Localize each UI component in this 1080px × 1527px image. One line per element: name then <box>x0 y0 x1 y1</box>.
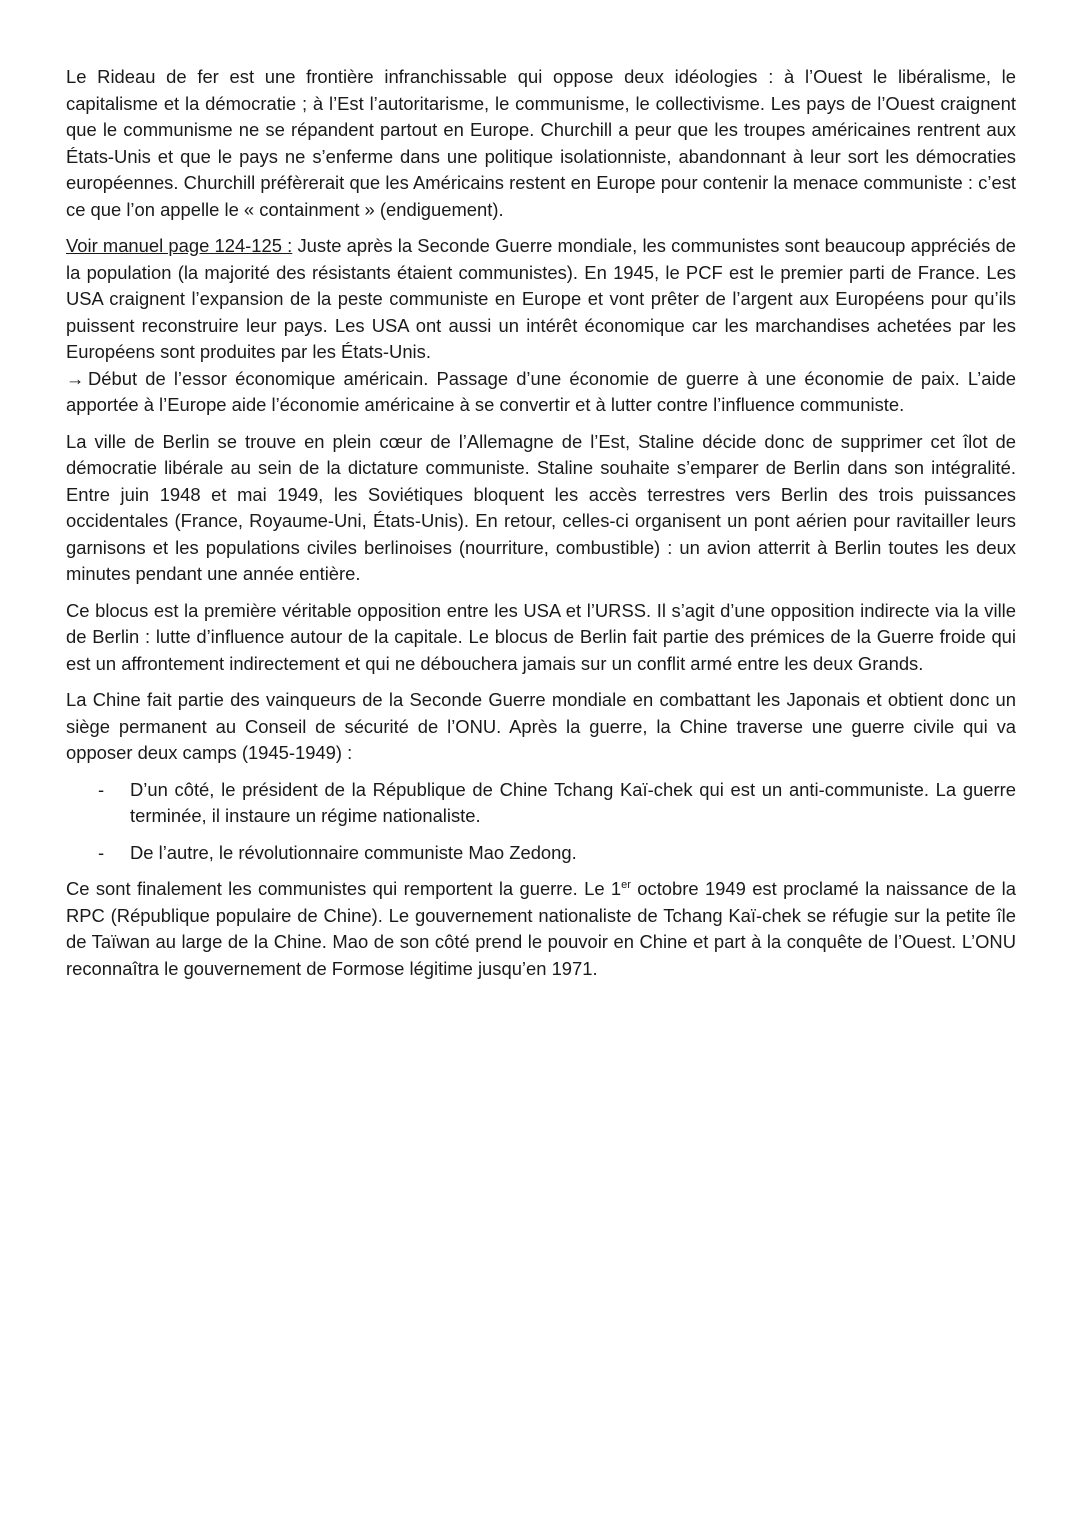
paragraph-iron-curtain: Le Rideau de fer est une frontière infranchissable qui oppose deux idéologies : à l’Ouest le libéralisme, le capitalisme et la démocratie ; à l’Est l’autoritarisme, le communisme, le collectivisme. Les pays de l’Ouest craignent que le communisme ne se répandent partout en Europe. Churchill a peur que les troupes américaines rentrent aux États-Unis et que le pays ne s’enferme dans une politique isolationniste, abandonnant à leur sort les démocraties européennes. Churchill préfèrerait que les Américains restent en Europe pour contenir la menace communiste : c’est ce que l’on appelle le « containment » (endiguement). <box>66 66 1016 220</box>
manual-reference: Voir manuel page 124-125 : <box>66 235 293 256</box>
document-page <box>66 64 1016 992</box>
list-item-text: D’un côté, le président de la République de Chine Tchang Kaï-chek qui est un anti-communiste. La guerre terminée, il instaure un régime nationaliste. <box>130 778 1016 826</box>
paragraph-economic-boom-text: Début de l’essor économique américain. Passage d’une économie de guerre à une économie de paix. L’aide apportée à l’Europe aide l’économie américaine à se convertir et à lutter contre l’influence communiste. <box>66 367 1016 415</box>
paragraph-prc-text-a: Ce sont finalement les communistes qui remportent la guerre. Le 1 <box>66 878 622 899</box>
list-bullet: - <box>98 778 105 800</box>
paragraph-prc <box>66 876 1016 982</box>
list-item-text: De l’autre, le révolutionnaire communiste Mao Zedong. <box>130 841 577 863</box>
paragraph-marshall <box>66 233 1016 366</box>
paragraph-marshall-text: Juste après la Seconde Guerre mondiale, les communistes sont beaucoup appréciés de la population (la majorité des résistants étaient communistes). En 1945, le PCF est le premier parti de France. Les USA craignent l’expansion de la peste communiste en Europe et vont prêter de l’argent aux Européens pour qu’ils puissent reconstruire leur pays. Les USA ont aussi un intérêt économique car les marchandises achetées par les Européens sont produites par les États-Unis. <box>66 235 1016 362</box>
paragraph-blockade-opposition: Ce blocus est la première véritable opposition entre les USA et l’URSS. Il s’agit d’une opposition indirecte via la ville de Berlin : lutte d’influence autour de la capitale. Le blocus de Berlin fait partie des prémices de la Guerre froide qui est un affrontement indirectement et qui ne débouchera jamais sur un conflit armé entre les deux Grands. <box>66 599 1016 674</box>
paragraph-berlin-blockade: La ville de Berlin se trouve en plein cœur de l’Allemagne de l’Est, Staline décide donc de supprimer cet îlot de démocratie libérale au sein de la dictature communiste. Staline souhaite s’emparer de Berlin dans son intégralité. Entre juin 1948 et mai 1949, les Soviétiques bloquent les accès terrestres vers Berlin des trois puissances occidentales (France, Royaume-Uni, États-Unis). En retour, celles-ci organisent un pont aérien pour ravitailler leurs garnisons et les populations civiles berlinoises (nourriture, combustible) : un avion atterrit à Berlin toutes les deux minutes pendant une année entière. <box>66 430 1016 584</box>
ordinal-superscript: er <box>621 878 631 891</box>
right-arrow-icon: → <box>66 367 85 389</box>
list-item <box>66 777 1016 830</box>
paragraph-economic-boom <box>66 366 1016 419</box>
paragraph-prc-text-b: octobre 1949 est proclamé la naissance de la RPC (République populaire de Chine). Le gouvernement nationaliste de Tchang Kaï-chek se réfugie sur la petite île de Taïwan au large de la Chine. Mao de son côté prend le pouvoir en Chine et part à la conquête de l’Ouest. L’ONU reconnaîtra le gouvernement de Formose légitime jusqu’en 1971. <box>66 878 1016 979</box>
list-bullet: - <box>98 841 105 863</box>
list-item <box>66 840 1016 867</box>
civil-war-camps-list <box>66 777 1016 867</box>
paragraph-china: La Chine fait partie des vainqueurs de la Seconde Guerre mondiale en combattant les Japonais et obtient donc un siège permanent au Conseil de sécurité de l’ONU. Après la guerre, la Chine traverse une guerre civile qui va opposer deux camps (1945-1949) : <box>66 689 1016 763</box>
